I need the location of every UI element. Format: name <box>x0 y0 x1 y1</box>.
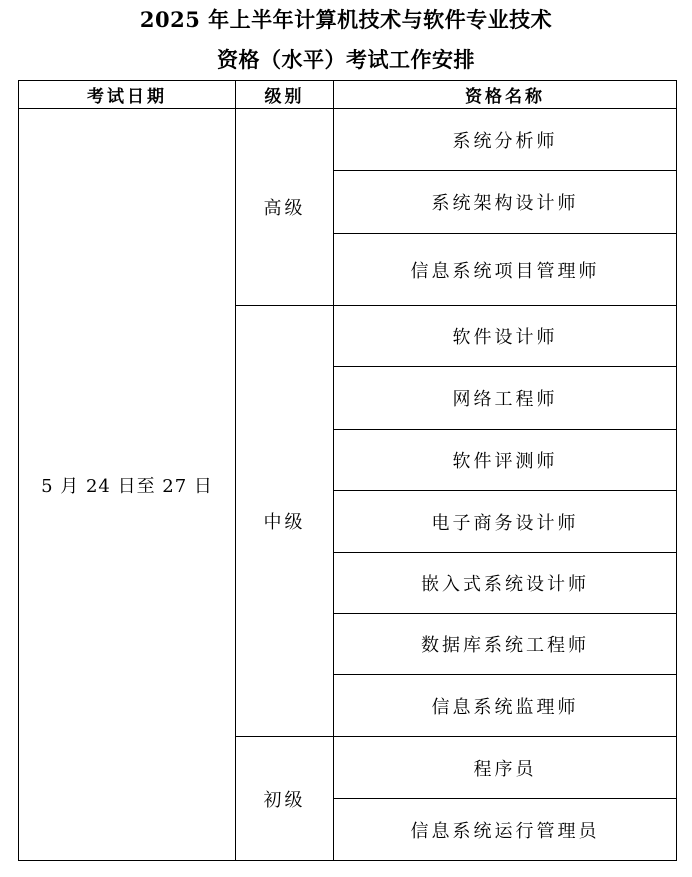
header-qualification-name: 资格名称 <box>334 81 677 109</box>
document-title-line-1: 2025 年上半年计算机技术与软件专业技术 <box>139 7 553 32</box>
exam-date-cell: 5 月 24 日至 27 日 <box>19 109 236 861</box>
qualification-cell: 程序员 <box>334 737 677 799</box>
header-exam-date: 考试日期 <box>19 81 236 109</box>
table-header-row <box>19 81 677 109</box>
qualification-cell: 嵌入式系统设计师 <box>334 553 677 614</box>
qualification-cell: 信息系统运行管理员 <box>334 799 677 861</box>
qualification-cell: 网络工程师 <box>334 367 677 430</box>
qualification-cell: 电子商务设计师 <box>334 491 677 553</box>
document-title-line-2: 资格（水平）考试工作安排 <box>217 47 475 72</box>
qualification-cell: 数据库系统工程师 <box>334 614 677 675</box>
qualification-cell: 信息系统项目管理师 <box>334 234 677 306</box>
header-level: 级别 <box>236 81 334 109</box>
qualification-cell: 软件设计师 <box>334 306 677 367</box>
qualification-cell: 软件评测师 <box>334 430 677 491</box>
qualification-cell: 系统架构设计师 <box>334 171 677 234</box>
level-cell-intermediate: 中级 <box>236 306 334 737</box>
qualification-cell: 信息系统监理师 <box>334 675 677 737</box>
qualification-cell: 系统分析师 <box>334 109 677 171</box>
level-cell-junior: 初级 <box>236 737 334 861</box>
level-cell-senior: 高级 <box>236 109 334 306</box>
exam-schedule-table <box>18 80 677 861</box>
table-row <box>19 109 677 171</box>
